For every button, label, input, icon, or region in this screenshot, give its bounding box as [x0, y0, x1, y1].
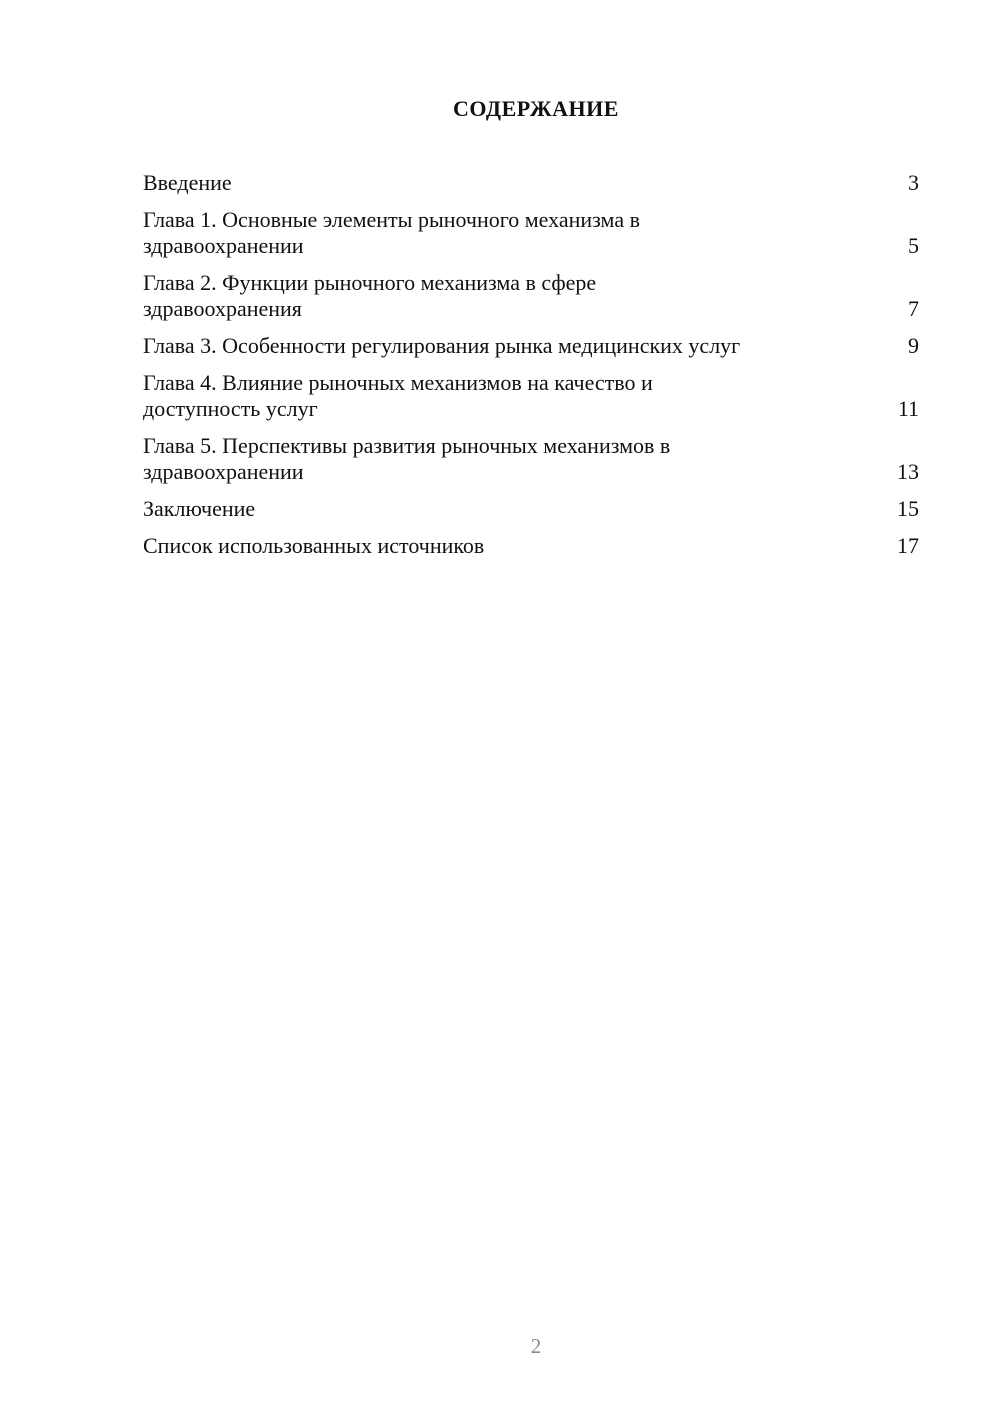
toc-entry-conclusion [143, 496, 919, 522]
toc-entry-line: Глава 3. Особенности регулирования рынка медицинских услуг [143, 333, 741, 358]
toc-entry-page: 17 [897, 533, 919, 558]
toc-entry-page: 13 [897, 459, 919, 484]
toc-heading: СОДЕРЖАНИЕ [453, 96, 619, 121]
toc-entry-text [143, 270, 596, 322]
toc-entry-line: Заключение [143, 496, 256, 521]
toc-entry-line: Глава 4. Влияние рыночных механизмов на качество и [143, 370, 653, 395]
page-number: 2 [530, 1334, 542, 1358]
toc-entry-chapter-5 [143, 433, 919, 485]
toc-entry-line: здравоохранении [143, 459, 304, 484]
toc-entry-page: 7 [908, 296, 919, 321]
toc-entry-text [143, 533, 484, 559]
toc-entry-introduction [143, 170, 919, 196]
toc-entry-chapter-3 [143, 333, 919, 359]
toc-entry-line: здравоохранения [143, 296, 302, 321]
toc-entry-chapter-4 [143, 370, 919, 422]
toc-entry-text [143, 333, 740, 359]
toc-entry-text [143, 207, 640, 259]
toc-entry-line: Глава 5. Перспективы развития рыночных механизмов в [143, 433, 671, 458]
toc-entry-line: Введение [143, 170, 232, 195]
toc-entry-page: 15 [897, 496, 919, 521]
toc-entry-line: здравоохранении [143, 233, 304, 258]
toc-entry-line: Глава 2. Функции рыночного механизма в сфере [143, 270, 597, 295]
toc-entry-line: Список использованных источников [143, 533, 485, 558]
toc-entry-chapter-2 [143, 270, 919, 322]
toc-entry-chapter-1 [143, 207, 919, 259]
toc-entry-page: 5 [908, 233, 919, 258]
toc-entry-line: Глава 1. Основные элементы рыночного механизма в [143, 207, 640, 232]
toc-entry-page: 9 [908, 333, 919, 358]
toc-entry-text [143, 433, 670, 485]
toc-entry-text [143, 496, 255, 522]
toc-entry-line: доступность услуг [143, 396, 318, 421]
toc-entry-page: 3 [908, 170, 919, 195]
toc-entry-page: 11 [897, 396, 919, 421]
toc-entry-text [143, 170, 232, 196]
toc-entry-text [143, 370, 653, 422]
table-of-contents [143, 170, 919, 570]
toc-entry-references [143, 533, 919, 559]
